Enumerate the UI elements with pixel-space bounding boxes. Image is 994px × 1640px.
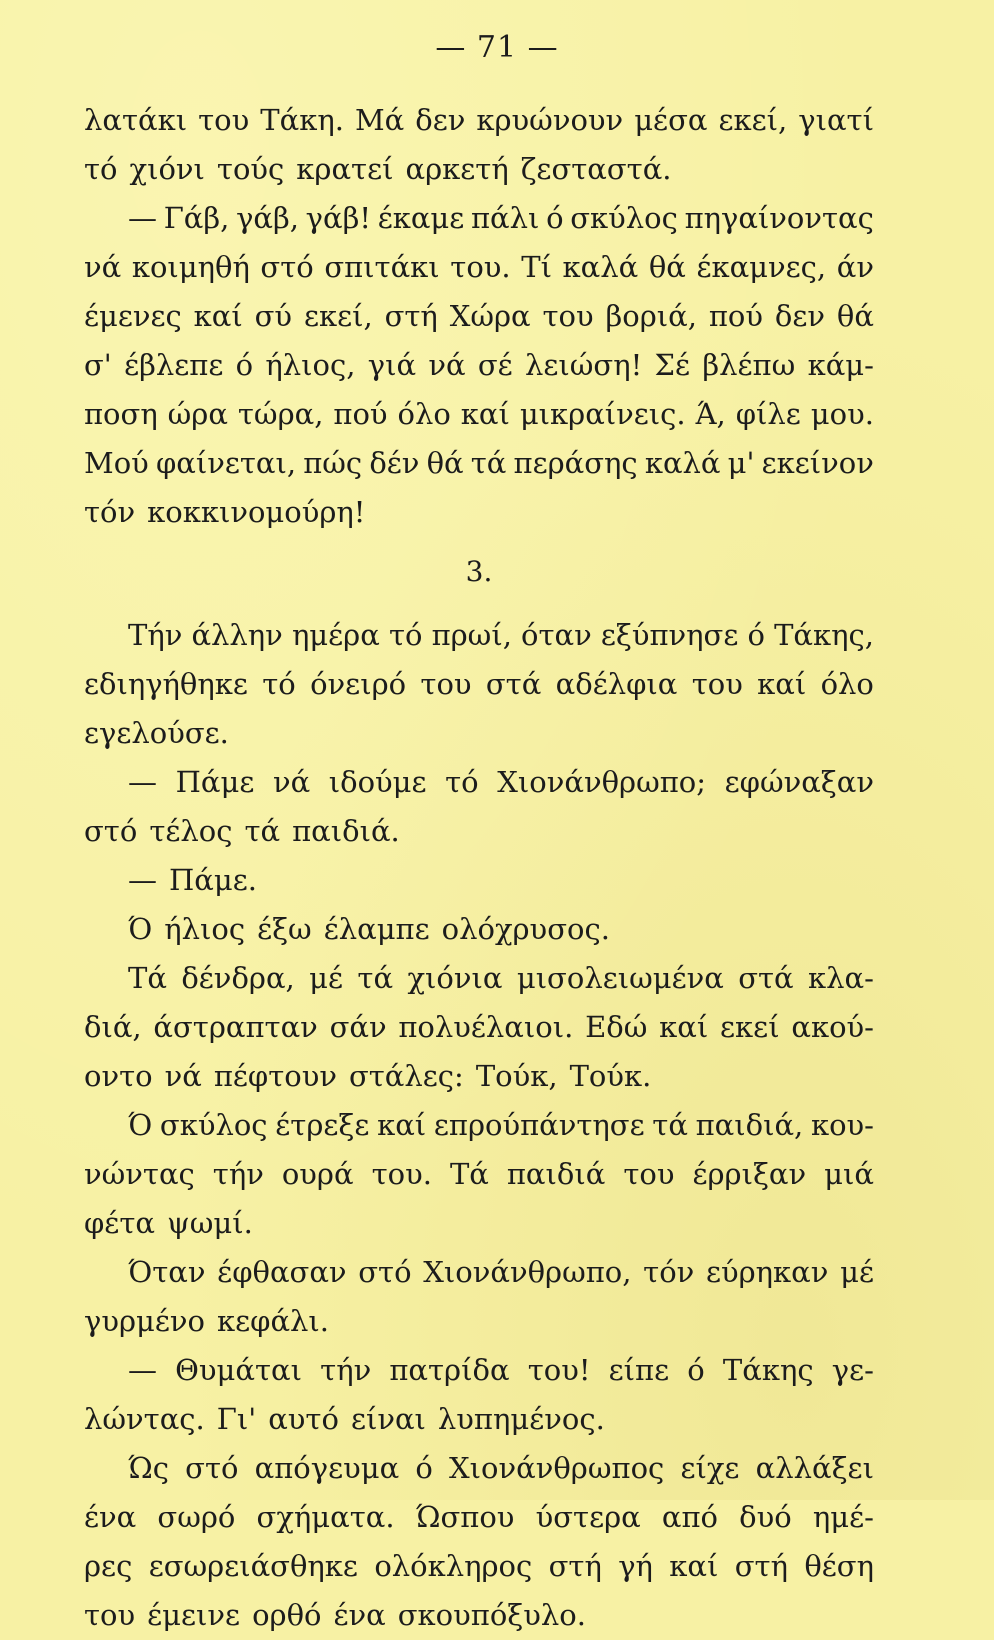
text-line: εγελούσε. — [84, 716, 229, 750]
text-line: στό τέλος τά παιδιά. — [84, 814, 400, 848]
text-line: λώντας. Γι' αυτό είναι λυπημένος. — [84, 1402, 605, 1436]
text-line: — Πάμε νά ιδούμε τό Χιονάνθρωπο; εφώναξαν — [128, 765, 874, 799]
text-line: Τά δένδρα, μέ τά χιόνια μισολειωμένα στά κλα- — [128, 961, 874, 995]
text-line: λατάκι του Τάκη. Μά δεν κρυώνουν μέσα εκεί, γιατί — [84, 103, 874, 137]
text-line: φέτα ψωμί. — [84, 1206, 253, 1240]
text-line: ρες εσωρειάσθηκε ολόκληρος στή γή καί στή θέση — [84, 1549, 874, 1583]
section-number: 3. — [465, 555, 493, 588]
text-line: σ' έβλεπε ό ήλιος, γιά νά σέ λειώση! Σέ βλέπω κάμ- — [84, 348, 874, 382]
text-line: διά, άστραπταν σάν πολυέλαιοι. Εδώ καί εκεί ακού- — [84, 1010, 874, 1044]
text-line: Τήν άλλην ημέρα τό πρωί, όταν εξύπνησε ό Τάκης, — [128, 618, 874, 652]
text-line: τό χιόνι τούς κρατεί αρκετή ζεσταστά. — [84, 152, 672, 186]
page-number: — 71 — — [435, 30, 559, 65]
text-line: Ώς στό απόγευμα ό Χιονάνθρωπος είχε αλλάξει — [128, 1451, 874, 1485]
text-line: του έμεινε ορθό ένα σκουπόξυλο. — [84, 1598, 586, 1632]
text-line: Ό σκύλος έτρεξε καί επρούπάντησε τά παιδιά, κου- — [128, 1108, 874, 1142]
text-line: — Θυμάται τήν πατρίδα του! είπε ό Τάκης γε- — [128, 1353, 874, 1387]
text-line: οντο νά πέφτουν στάλες: Τούκ, Τούκ. — [84, 1059, 652, 1093]
text-line: Μού φαίνεται, πώς δέν θά τά περάσης καλά μ' εκείνον — [84, 446, 874, 480]
text-line: ποση ώρα τώρα, πού όλο καί μικραίνεις. Ά, φίλε μου. — [84, 397, 874, 431]
text-line: Ό ήλιος έξω έλαμπε ολόχρυσος. — [128, 912, 610, 946]
text-line: τόν κοκκινομούρη! — [84, 495, 366, 529]
text-line: — Γάβ, γάβ, γάβ! έκαμε πάλι ό σκύλος πηγαίνοντας — [128, 201, 874, 235]
text-line: Όταν έφθασαν στό Χιονάνθρωπο, τόν εύρηκαν μέ — [128, 1255, 874, 1289]
text-line: εδιηγήθηκε τό όνειρό του στά αδέλφια του καί όλο — [84, 667, 874, 701]
text-line: νώντας τήν ουρά του. Τά παιδιά του έρριξαν μιά — [84, 1157, 874, 1191]
text-line: έμενες καί σύ εκεί, στή Χώρα του βοριά, πού δεν θά — [84, 299, 874, 333]
text-line: — Πάμε. — [128, 863, 257, 897]
text-line: νά κοιμηθή στό σπιτάκι του. Τί καλά θά έκαμνες, άν — [84, 250, 874, 284]
text-line: ένα σωρό σχήματα. Ώσπου ύστερα από δυό ημέ- — [84, 1500, 874, 1534]
body-text — [84, 96, 874, 1640]
text-line: γυρμένο κεφάλι. — [84, 1304, 329, 1338]
